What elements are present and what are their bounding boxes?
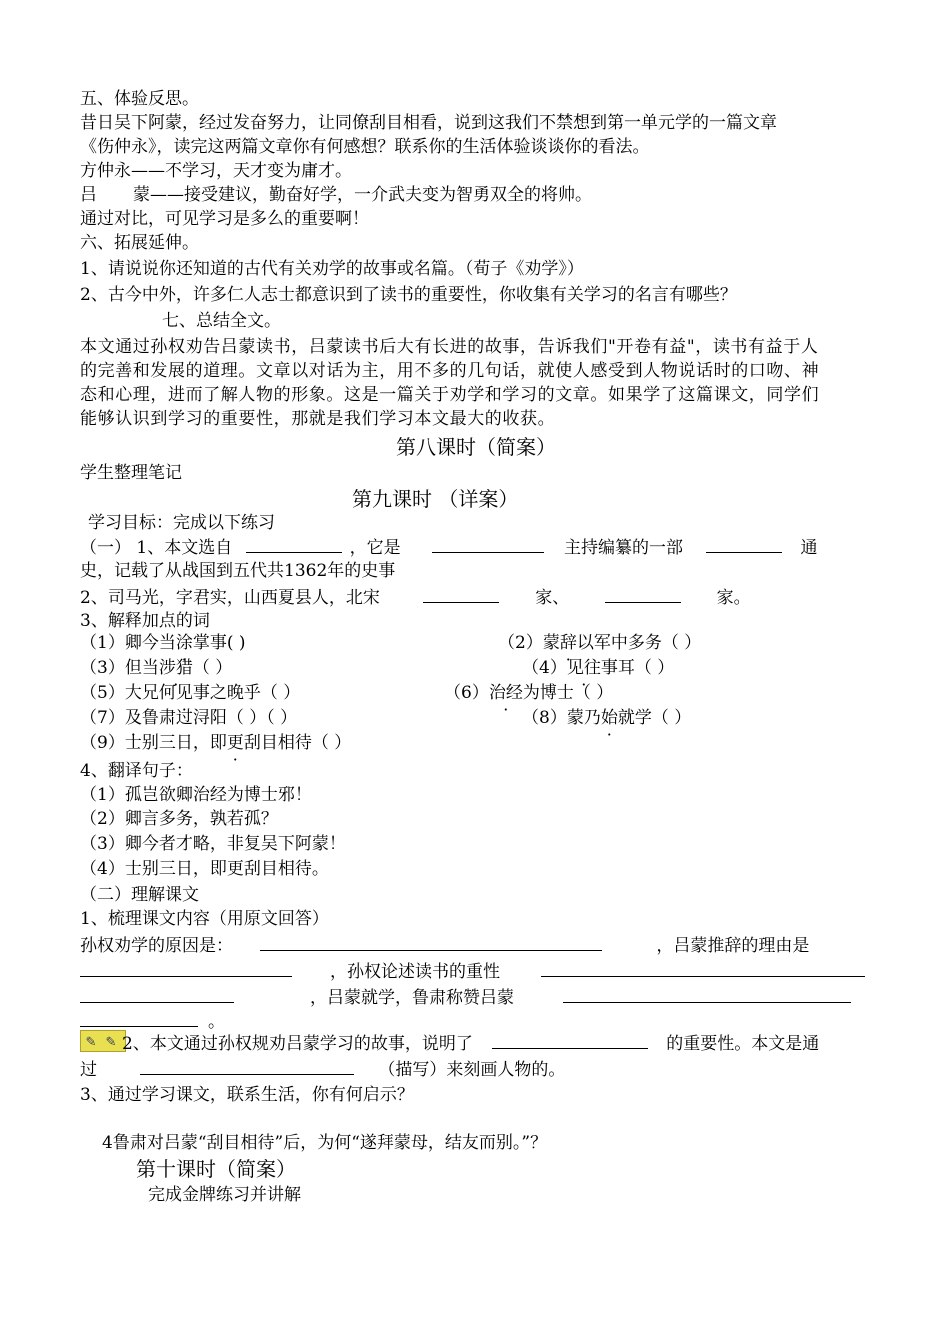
q1-text-c: 主持编纂的一部 bbox=[564, 538, 684, 558]
q2-text-c: 家。 bbox=[716, 588, 751, 608]
comparison-line-lv bbox=[80, 184, 592, 206]
lesson-8-body: 学生整理笔记 bbox=[80, 463, 182, 483]
paragraph-line: 《伤仲永》，读完这两篇文章你有何感想？联系你的生活体验谈谈你的看法。 bbox=[80, 137, 650, 157]
lesson-10-body: 完成金牌练习并讲解 bbox=[148, 1185, 301, 1205]
understand-q2-line-2 bbox=[80, 1058, 565, 1081]
part-2-heading: （二）理解课文 bbox=[80, 885, 199, 905]
fill-blank[interactable] bbox=[563, 986, 851, 1003]
understand-q1-line-1 bbox=[80, 934, 809, 957]
summary-line: 本文通过孙权劝告吕蒙读书，吕蒙读书后大有长进的故事，告诉我们"开卷有益"，读书有益于人 bbox=[80, 337, 819, 357]
word-item-3: （3）但当涉猎（ ） bbox=[80, 658, 233, 678]
lesson-9-title: 第九课时 （详案） bbox=[352, 487, 519, 511]
fill-blank[interactable] bbox=[140, 1058, 354, 1075]
question-1-continued: 史，记载了从战国到五代共1362年的史事 bbox=[80, 561, 396, 581]
understand-q4: 4鲁肃对吕蒙“刮目相待”后，为何“遂拜蒙母，结友而别。”？ bbox=[102, 1133, 548, 1153]
fill-blank[interactable] bbox=[423, 586, 499, 603]
pencil-edit-icon: ✎ bbox=[85, 1035, 97, 1050]
q2-text-a: 2、本文通过孙权规劝吕蒙学习的故事，说明了 bbox=[122, 1034, 473, 1054]
question-2-line bbox=[80, 586, 751, 609]
understand-q1-line-2 bbox=[80, 960, 865, 983]
fill-blank[interactable] bbox=[432, 536, 544, 553]
word-item-6: （6）治经为博士（ ） bbox=[444, 683, 614, 703]
q1-importance-label: ，孙权论述读书的重性 bbox=[330, 962, 500, 982]
word-item-7: （7）及鲁肃过浔阳（ ）（ ） bbox=[80, 708, 298, 728]
fill-blank[interactable] bbox=[246, 536, 342, 553]
word-item-4: （4）见往事耳（ ） bbox=[522, 658, 675, 678]
fill-blank[interactable] bbox=[260, 934, 602, 951]
edit-icons-group bbox=[80, 1030, 126, 1052]
understand-q3: 3、通过学习课文，联系生活，你有何启示？ bbox=[80, 1085, 414, 1105]
section-6-heading: 六、拓展延伸。 bbox=[80, 233, 199, 253]
fill-blank[interactable] bbox=[541, 960, 865, 977]
extension-question-1: 1、请说说你还知道的古代有关劝学的故事或名篇。（荀子《劝学》） bbox=[80, 259, 584, 279]
paragraph-line: 昔日吴下阿蒙，经过发奋努力，让同僚刮目相看，说到这我们不禁想到第一单元学的一篇文章 bbox=[80, 113, 777, 133]
lv-char: 吕 bbox=[80, 185, 97, 205]
question-4-heading: 4、翻译句子： bbox=[80, 761, 193, 781]
q1-text-a: （一） 1、本文选自 bbox=[80, 538, 233, 558]
comparison-line-fang: 方仲永——不学习，天才变为庸才。 bbox=[80, 161, 352, 181]
word-item-9: （9）士别三日，即更刮目相待（ ） bbox=[80, 733, 352, 753]
translate-sentence-4: （4）士别三日，即更刮目相待。 bbox=[80, 859, 329, 879]
q1-praise-label: ，吕蒙就学，鲁肃称赞吕蒙 bbox=[310, 988, 514, 1008]
section-5-heading: 五、体验反思。 bbox=[80, 89, 199, 109]
understand-q1-line-3 bbox=[80, 986, 851, 1009]
lv-rest: 蒙——接受建议，勤奋好学，一介武夫变为智勇双全的将帅。 bbox=[133, 185, 592, 205]
question-3-heading: 3、解释加点的词 bbox=[80, 611, 210, 631]
conclusion-line: 通过对比，可见学习是多么的重要啊！ bbox=[80, 209, 369, 229]
word-item-8: （8）蒙乃始就学（ ） bbox=[522, 708, 692, 728]
translate-sentence-2: （2）卿言多务，孰若孤？ bbox=[80, 809, 278, 829]
summary-line: 态和心理，进而了解人物的形象。这是一篇关于劝学和学习的文章。如果学了这篇课文，同学们 bbox=[80, 385, 820, 405]
q1-text-d: 通 bbox=[800, 538, 818, 558]
lesson-10-title: 第十课时（简案） bbox=[136, 1157, 296, 1181]
fill-blank[interactable] bbox=[80, 1010, 198, 1027]
q2-text-c: 过 bbox=[80, 1060, 97, 1080]
fill-blank[interactable] bbox=[605, 586, 681, 603]
q2-text-a: 2、司马光，字君实，山西夏县人，北宋 bbox=[80, 588, 380, 608]
question-1-line bbox=[80, 536, 817, 559]
pencil-edit-icon: ✎ bbox=[105, 1035, 117, 1050]
q1-excuse-label: ，吕蒙推辞的理由是 bbox=[656, 936, 810, 956]
fill-blank[interactable] bbox=[492, 1032, 648, 1049]
word-item-2: （2）蒙辞以军中多务（ ） bbox=[498, 633, 702, 653]
translate-sentence-1: （1）孤岂欲卿治经为博士邪！ bbox=[80, 785, 312, 805]
translate-sentence-3: （3）卿今者才略，非复吴下阿蒙！ bbox=[80, 834, 346, 854]
fill-blank[interactable] bbox=[80, 986, 234, 1003]
understand-q2-line-1 bbox=[122, 1032, 819, 1055]
summary-line: 的完善和发展的道理。文章以对话为主，用不多的几句话，就使人感受到人物说话时的口吻、神 bbox=[80, 361, 820, 381]
fill-blank[interactable] bbox=[80, 960, 292, 977]
lesson-8-title: 第八课时（简案） bbox=[396, 435, 556, 459]
summary-line: 能够认识到学习的重要性，那就是我们学习本文最大的收获。 bbox=[80, 409, 556, 429]
extension-question-2: 2、古今中外，许多仁人志士都意识到了读书的重要性，你收集有关学习的名言有哪些？ bbox=[80, 285, 737, 305]
q2-text-d: （描写）来刻画人物的。 bbox=[378, 1060, 566, 1080]
word-item-1: （1）卿今当涂掌事( ) bbox=[80, 633, 246, 653]
q1-end-mark: 。 bbox=[208, 1012, 225, 1032]
understand-q1-heading: 1、梳理课文内容（用原文回答） bbox=[80, 909, 329, 929]
q2-text-b: 家、 bbox=[535, 588, 570, 608]
word-item-5: （5）大兄何见事之晚乎（ ） bbox=[80, 683, 301, 703]
q1-text-b: ，它是 bbox=[349, 538, 401, 558]
section-7-heading: 七、总结全文。 bbox=[162, 311, 281, 331]
q1-reason-label: 孙权劝学的原因是： bbox=[80, 936, 233, 956]
q2-text-b: 的重要性。本文是通 bbox=[666, 1034, 820, 1054]
learning-goal: 学习目标：完成以下练习 bbox=[88, 513, 275, 533]
fill-blank[interactable] bbox=[706, 536, 782, 553]
